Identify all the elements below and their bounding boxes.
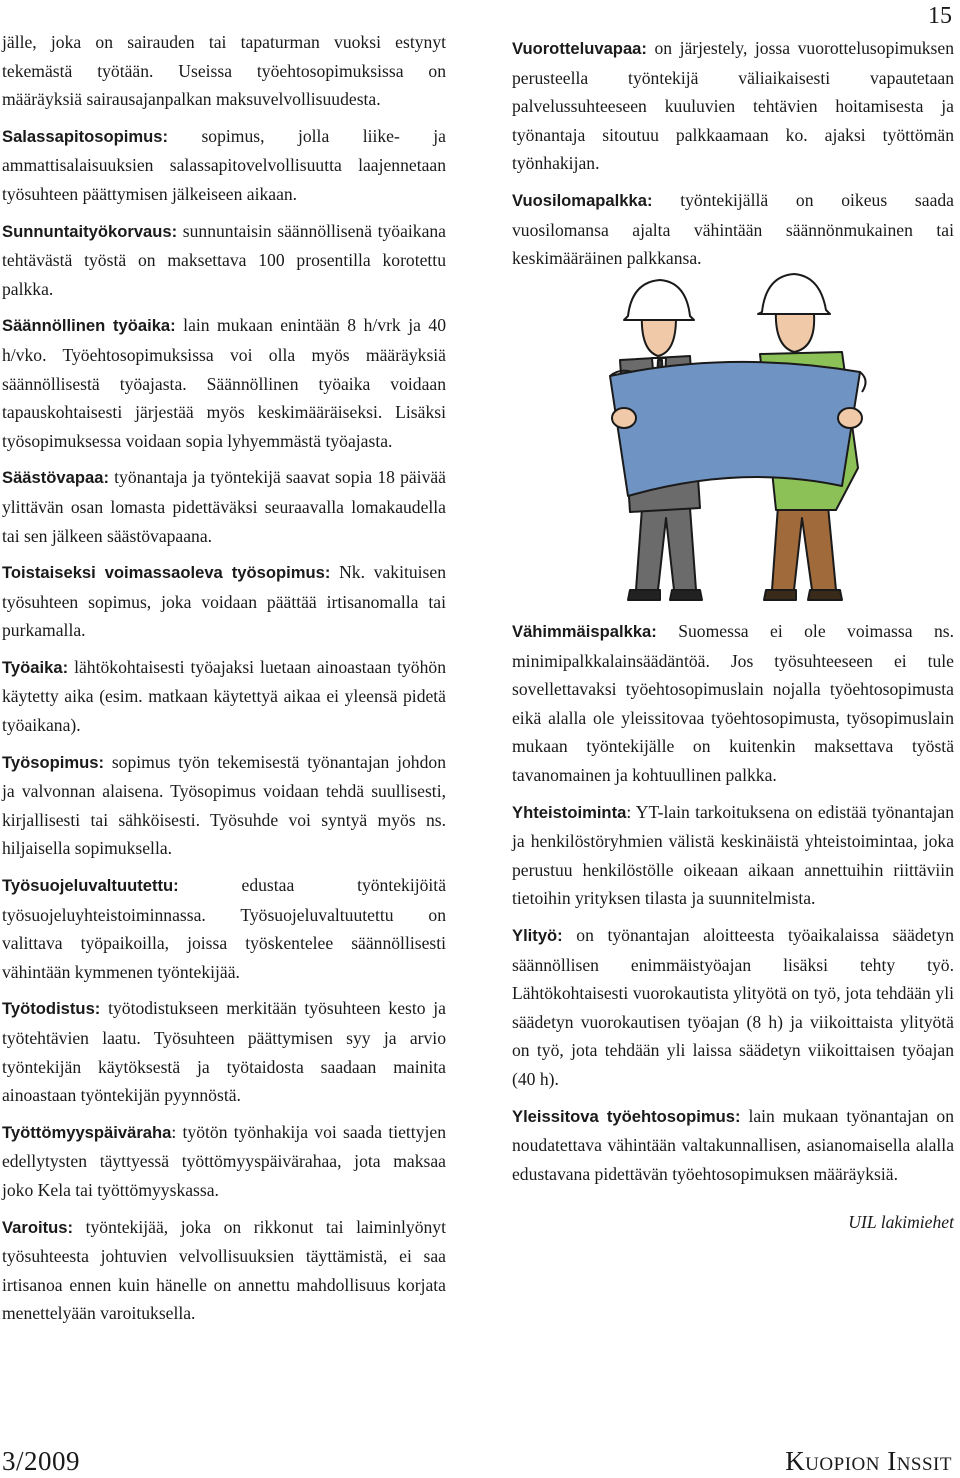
left-man-helmet — [624, 280, 694, 320]
glossary-term: Varoitus: — [2, 1217, 74, 1237]
blueprint-sheet — [610, 362, 860, 496]
glossary-definition: lain mukaan enintään 8 h/vrk ja 40 h/vko. Työehtosopimuksissa voi olla myös määräyksiä säännöllisestä työajasta. Säännöllinen työaika voidaan tapauskohtaisesti järjestää myös keskimääräiseksi. Lisäksi työsopimuksessa voidaan sopia lyhyemmästä työajasta. — [2, 315, 446, 451]
left-man-shoe — [670, 590, 702, 600]
glossary-entry — [2, 463, 446, 550]
right-man-trousers — [772, 506, 836, 590]
glossary-term: Vähimmäispalkka: — [512, 622, 657, 641]
left-man-hand — [612, 408, 636, 428]
glossary-definition: sunnuntaisin säännöllisenä työaikana tehtävästä työstä on maksettava 100 prosentilla korotettu palkka. — [2, 220, 446, 299]
glossary-entry — [2, 994, 446, 1109]
glossary-definition: sopimus työn tekemisestä työnantajan johdon ja valvonnan alaisena. Työsopimus voidaan tehdä suullisesti, kirjallisesti tai sähköisesti. Työsuhde voi syntyä myös ns. hiljaisella sopimuksella. — [2, 751, 446, 859]
left-man-trousers — [636, 508, 696, 590]
glossary-definition: työnantaja ja työntekijä saavat sopia 18 päivää ylittävän osan lomasta pidettäväksi seuraavalla lomakaudella tai sen jälkeen säästövapaana. — [2, 467, 446, 546]
glossary-entry — [512, 34, 954, 178]
intro-paragraph: jälle, joka on sairauden tai tapaturman vuoksi estynyt tekemästä työtään. Useissa työehtosopimuksissa on määräyksiä sairausajanpalkan maksuvelvollisuudesta. — [2, 32, 446, 110]
glossary-entry — [2, 871, 446, 986]
glossary-entry — [512, 1102, 954, 1189]
glossary-term: Säännöllinen työaika: — [2, 316, 176, 336]
right-column-bottom — [512, 617, 954, 1254]
right-man-helmet — [758, 274, 830, 314]
glossary-definition: edustaa työntekijöitä työsuojeluyhteistoiminnassa. Työsuojeluvaltuutettu on valittava työpaikoilla, joissa työskentelee säännöllisesti vähintään kymmenen työntekijää. — [2, 875, 446, 982]
left-man-shoe — [628, 590, 660, 600]
glossary-entry — [2, 1213, 446, 1328]
glossary-entry — [2, 748, 446, 863]
glossary-entry — [2, 311, 446, 455]
publication-name: Kuopion Inssit — [785, 1446, 952, 1476]
page-number: 15 — [928, 3, 952, 29]
glossary-entry — [2, 122, 446, 209]
issue-number: 3/2009 — [2, 1446, 81, 1476]
glossary-term: Sunnuntaityökorvaus: — [2, 221, 178, 241]
glossary-term: Työtodistus: — [2, 999, 101, 1019]
glossary-definition: lain mukaan työnantajan on noudatettava vähintään valtakunnallisen, asianomaisella alalla edustavana pidettävän työehtosopimuksen määräyksiä. — [512, 1105, 954, 1184]
glossary-term: Työsopimus: — [2, 752, 105, 772]
glossary-term: Säästövapaa: — [2, 468, 109, 488]
glossary-term: Työaika: — [2, 657, 69, 677]
glossary-term: Työttömyyspäiväraha — [2, 1122, 172, 1142]
glossary-term: Salassapitosopimus: — [2, 126, 168, 146]
glossary-term: Vuorotteluvapaa: — [512, 39, 647, 58]
glossary-definition: on työnantajan aloitteesta työaikalaissa säädetyn säännöllisen enimmäistyöajan lisäksi tehty työ. Lähtökohtaisesti vuorokautista ylityötä on työ, jota tehdään yli säädetyn vuorokautisen työajan (8 h) ja viikoittaista ylityötä on työ, jota tehdään yli laissa säädetyn viikoittaisen työajan (40 h). — [512, 924, 954, 1089]
glossary-entry — [512, 798, 954, 913]
glossary-definition: työtodistukseen merkitään työsuhteen kesto ja työtehtävien laatu. Työsuhteen päättymisen syy ja arvio työntekijän käytöksestä ja työtaidosta saadaan mainita ainoastaan työntekijän pyynnöstä. — [2, 998, 446, 1106]
glossary-definition: : YT-lain tarkoituksena on edistää työnantajan ja henkilöstöryhmien välistä keskinäistä yhteistoimintaa, joka perustuu henkilöstölle oikeaan aikaan annettuihin riittäviin tietoihin yrityksen tilasta ja suunnitelmista. — [512, 801, 954, 909]
right-man-hand — [838, 408, 862, 428]
glossary-term: Yhteistoiminta — [512, 802, 627, 822]
glossary-entry — [2, 558, 446, 645]
glossary-entry — [512, 186, 954, 273]
left-column — [2, 28, 446, 1336]
right-column-top — [512, 34, 954, 281]
glossary-entry — [2, 1118, 446, 1205]
two-engineers-reading-blueprint-icon — [580, 268, 900, 603]
right-man-shoe — [764, 590, 796, 600]
glossary-definition: sopimus, jolla liike- ja ammattisalaisuuksien salassapitovelvollisuutta laajennetaan työsuhteen päättymisen jälkeiseen aikaan. — [2, 125, 446, 204]
glossary-term: Ylityö: — [512, 925, 563, 945]
glossary-definition: Nk. vakituisen työsuhteen sopimus, joka voidaan päättää irtisanomalla tai purkamalla. — [2, 562, 447, 641]
glossary-term: Vuosilomapalkka: — [512, 190, 653, 210]
glossary-definition: työntekijällä on oikeus saada vuosilomansa ajalta vähintään säännönmukainen tai keskimääräinen palkkansa. — [512, 189, 954, 269]
signature: UIL lakimiehet — [848, 1212, 954, 1233]
glossary-definition: Suomessa ei ole voimassa ns. minimipalkkalainsäädäntöä. Jos työsuhteeseen ei tule sovellettavaksi työehtosopimuslain nojalla työehtosopimusta eikä alalla ole yleissitovaa työehtosopimusta, työsopimuslain mukaan työntekijälle on kuitenkin maksettava työstä tavanomainen ja kohtuullinen palkka. — [512, 621, 954, 785]
glossary-entry — [512, 921, 954, 1094]
illustration-svg — [580, 268, 900, 603]
glossary-term: Yleissitova työehtosopimus: — [512, 1106, 741, 1126]
blueprint-curl — [860, 372, 866, 392]
glossary-term: Toistaiseksi voimassaoleva työsopimus: — [2, 563, 331, 583]
right-man-shoe — [808, 590, 842, 600]
glossary-entry — [2, 217, 446, 304]
glossary-term: Työsuojeluvaltuutettu: — [2, 876, 179, 896]
glossary-definition: : työtön työnhakija voi saada tiettyjen edellytysten täyttyessä työttömyyspäivärahaa, jota maksaa joko Kela tai työttömyyskassa. — [2, 1121, 446, 1200]
glossary-definition: on järjestely, jossa vuorottelusopimuksen perusteella työntekijä väliaikaisesti vapautetaan palvelussuhteeseen kuuluvien tehtävien hoitamisesta ja työnantaja sitoutuu palkkaamaan ko. ajaksi työttömän työnhakijan. — [512, 38, 954, 174]
glossary-definition: työntekijää, joka on rikkonut tai laiminlyönyt työsuhteesta johtuvien velvollisuuksien täyttämistä, ei saa irtisanoa ennen kuin hänelle on annettu mahdollisuus korjata menettelyään varoituksella. — [2, 1216, 446, 1324]
glossary-definition: lähtökohtaisesti työajaksi luetaan ainoastaan työhön käytetty aika (esim. matkaan käytettyä aikaa ei yleensä pidetä työaikana). — [2, 656, 446, 736]
glossary-entry — [512, 617, 954, 790]
glossary-entry — [2, 653, 446, 740]
